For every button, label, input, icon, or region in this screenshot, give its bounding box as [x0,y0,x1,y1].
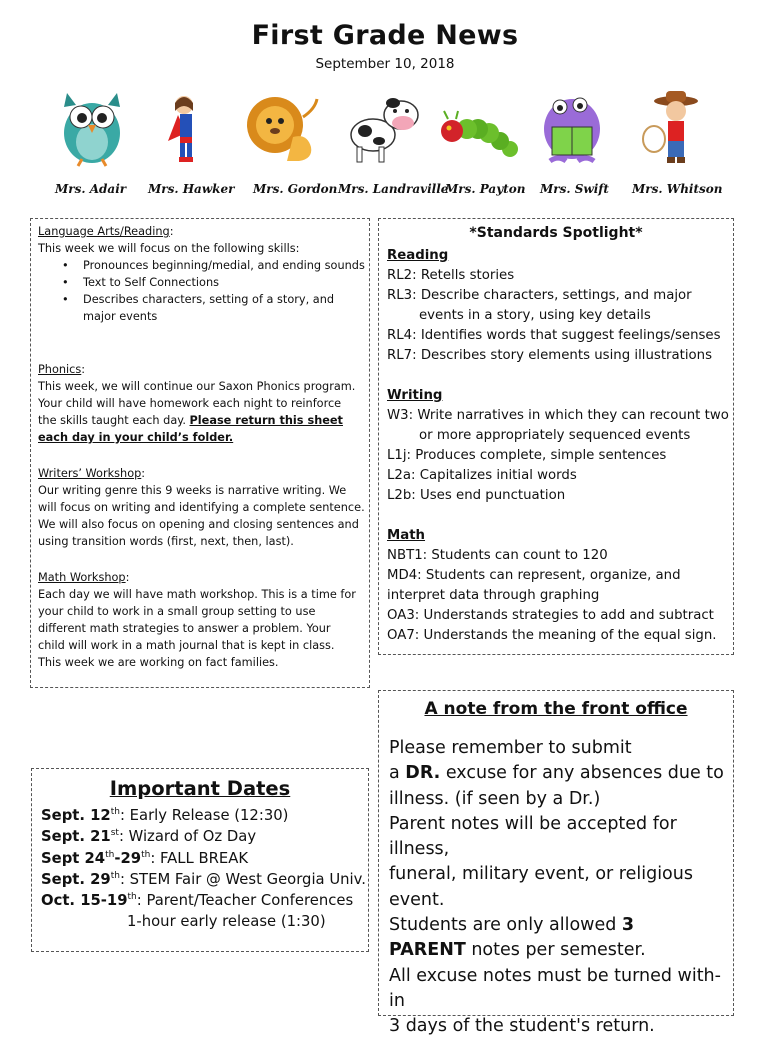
list-item: • Describes characters, setting of a story, and [38,291,368,308]
note-line: illness. (if seen by a Dr.) [389,788,601,809]
standards-spotlight-box [378,218,734,655]
reading-section: Language Arts/Reading: This week we will focus on the following skills: • Pronounces beginning/medial, and ending sounds • Text to Self Connections • Describes characters, setting of a story, and major events [38,223,368,325]
list-item: • Text to Self Connections [38,274,368,291]
standard-item: W3: Write narratives in which they can recount two or more appropriately sequenced events [387,408,729,443]
date-item: Sept. 21st: Wizard of Oz Day [41,828,257,846]
teacher-name: Mrs. Adair [55,182,127,196]
list-item-continuation: major events [83,310,158,323]
teacher-name: Mrs. Payton [445,182,526,196]
reading-heading: Language Arts/Reading [38,225,170,238]
standard-item: OA3: Understands strategies to add and subtract [387,608,714,623]
teacher-name: Mrs. Hawker [148,182,235,196]
reading-intro: This week we will focus on the following skills: [38,242,300,255]
note-emphasis: DR. [405,763,441,784]
date-item: Sept. 12th: Early Release (12:30) [41,807,289,824]
weekly-focus-box [30,218,370,688]
list-item: • Pronounces beginning/medial, and ending sounds [38,257,368,274]
standard-item: RL3: Describe characters, settings, and major events in a story, using key details [387,288,692,323]
writers-line: will focus on writing and identifying a complete sentence. [38,501,365,514]
dates-title: Important Dates [109,777,291,800]
teacher-name: Mrs. Whitson [632,182,723,196]
front-office-note-box [378,690,734,1037]
math-line: This week we are working on fact families. [38,656,279,669]
spotlight-title: *Standards Spotlight* [469,225,643,241]
spotlight-content [387,246,729,646]
phonics-line: Your child will have homework each night to reinforce [38,397,342,410]
cowboy-icon [636,87,716,167]
writers-heading: Writers’ Workshop [38,467,142,480]
note-line: All excuse notes must be turned with-in [389,965,721,1011]
standard-item: MD4: Students can represent, organize, and [387,568,681,583]
teacher-name: Mrs. Gordon [253,182,338,196]
standard-item: interpret data through graphing [387,588,600,603]
math-line: child will work in a math journal that is kept in class. [38,639,335,652]
standard-item: L2a: Capitalizes initial words [387,468,577,483]
lion-icon [243,87,323,167]
return-sheet-note: each day in your child’s folder. [38,431,234,444]
important-dates-box [31,768,369,952]
date-item: Sept 24th-29th: FALL BREAK [41,849,249,867]
reading-standards-heading: Reading [387,248,449,263]
note-title: A note from the front office [424,699,688,719]
note-line: Please remember to submit [389,738,632,758]
teacher-name: Mrs. Swift [540,182,609,196]
standard-item: L2b: Uses end punctuation [387,488,566,503]
writing-standards-heading: Writing [387,388,443,403]
teacher-name: Mrs. Landraville [338,182,449,196]
standard-item: RL4: Identifies words that suggest feelings/senses [387,328,721,343]
math-workshop-section: Math Workshop: Each day we will have math workshop. This is a time for your child to work in a small group setting to use different math strategies to answer a problem. Your child will work in a math journal that is kept in class. This week we are working on fact families. [38,569,368,671]
monster-icon [536,87,616,167]
note-text: excuse for any absences due to [440,763,724,784]
date-item: 1-hour early release (1:30) [127,913,326,931]
cow-icon [345,87,425,167]
note-text: Students are only allowed [389,915,622,936]
note-line: 3 days of the student's return. [389,1016,655,1037]
writers-line: using transition words (first, next, then, last). [38,535,294,548]
caterpillar-icon [440,87,520,167]
math-line: Each day we will have math workshop. This is a time for [38,588,356,601]
return-sheet-note: Please return this sheet [189,414,343,427]
note-emphasis: 3 [621,915,635,936]
page-title: First Grade News [251,20,519,51]
note-text: notes per semester. [465,940,646,961]
date-item: Sept. 29th: STEM Fair @ West Georgia Univ. [41,870,366,888]
writers-line: Our writing genre this 9 weeks is narrative writing. We [38,484,347,497]
note-line: event. [389,889,445,910]
superhero-icon [150,87,230,167]
standard-item: OA7: Understands the meaning of the equal sign. [387,628,717,643]
standard-item: L1j: Produces complete, simple sentences [387,448,667,463]
dates-list [41,805,367,933]
math-line: different math strategies to answer a problem. Your [38,622,331,635]
note-emphasis: PARENT [389,940,466,961]
owl-icon [52,87,132,167]
math-line: your child to work in a small group setting to use [38,605,316,618]
standard-item: NBT1: Students can count to 120 [387,548,608,563]
note-text: a [389,763,406,784]
phonics-section: Phonics: This week, we will continue our Saxon Phonics program. Your child will have homework each night to reinforce the skills taught each day. Please return this sheet each day in your child’s folder. [38,361,368,446]
note-body [389,736,731,1040]
phonics-line: This week, we will continue our Saxon Phonics program. [38,380,356,393]
math-standards-heading: Math [387,528,426,543]
standard-item: RL7: Describes story elements using illustrations [387,348,713,363]
phonics-line: the skills taught each day. [38,414,186,427]
newsletter-date: September 10, 2018 [315,56,455,72]
writers-line: We will also focus on opening and closing sentences and [38,518,359,531]
note-line: funeral, military event, or religious [389,864,693,885]
date-item: Oct. 15-19th: Parent/Teacher Conferences [41,892,354,910]
note-line: Parent notes will be accepted for illness, [389,813,677,860]
standard-item: RL2: Retells stories [387,268,515,283]
phonics-heading: Phonics [38,363,82,376]
writers-section: Writers’ Workshop: Our writing genre this 9 weeks is narrative writing. We will focus on writing and identifying a complete sentence. We will also focus on opening and closing sentences and using transition words (first, next, then, last). [38,465,368,550]
math-workshop-heading: Math Workshop [38,571,126,584]
